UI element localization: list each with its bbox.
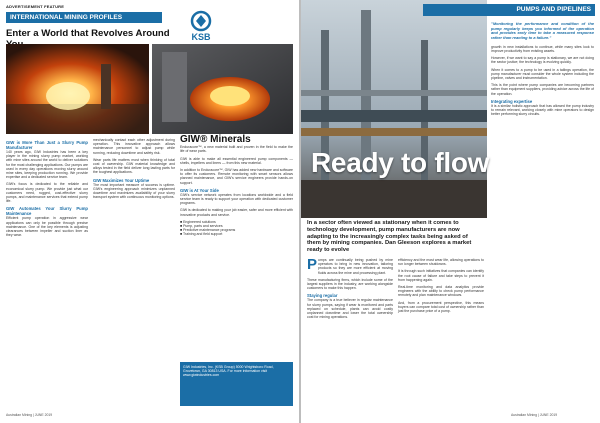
ksb-logo xyxy=(182,9,220,43)
column-heading: Integrating expertise xyxy=(491,98,533,104)
section-label: PUMPS AND PIPELINES xyxy=(423,4,595,16)
list-item: ■ Predictive maintenance programs xyxy=(180,228,236,233)
list-item: ■ Pump, parts and services xyxy=(180,224,223,229)
drop-cap: P xyxy=(307,256,318,273)
paragraph: efficiency and the most wear life, allowing operations to run longer between shutdowns. xyxy=(398,258,484,267)
paragraph: GIW's focus is dedicated to the reliable and economical slurry pump. We provide just what our customers need, rugged, cost-effective slurry pumps, and maintenance services that extend pump life. xyxy=(6,182,88,204)
column-heading: GIW is At Your Side xyxy=(180,187,219,193)
standfirst: In a sector often viewed as stationary when it comes to technology development, pump manufacturers are now adapting to the increasingly complex tasks being asked of them by mining companies. Dan Gleeson explores a market ready to evolve xyxy=(307,220,472,254)
paragraph: When it comes to a pump to be used in a tailings operation, the pump manufacturer must consider the whole system including the pipeline, valves and instrumentation. xyxy=(491,67,594,81)
paragraph: The most important measure of success is uptime. GIW's engineering approach minimizes unplanned downtime and maximizes availability of your slurry transport system with continuous monitoring options. xyxy=(93,182,175,200)
column-heading: GIW is More Than Just a Slurry Pump Manufacturer xyxy=(6,140,88,150)
left-column-3 xyxy=(180,134,293,237)
paragraph: In addition to Enduracore™, GIW has added new hardware and software to offer its customers. Remote monitoring with smart sensors allows planned maintenance, and GIW's service engineers provide hands-on support. xyxy=(180,168,293,185)
column-heading: Staying regular xyxy=(307,293,338,299)
column-heading: GIW Maximizes Your Uptime xyxy=(93,177,150,183)
list-item: ■ Engineered solutions xyxy=(180,219,216,224)
left-column-2 xyxy=(93,138,175,202)
paragraph: Efficient pump operation in aggressive wear applicatons can only be possible through precise maintenance. One of the key elements is adjusting clearances between impeller and suction liner as they wear. xyxy=(6,216,88,238)
page-title: Enter a World that Revolves Around xyxy=(6,28,170,39)
advertorial-tag: ADVERTISEMENT FEATURE xyxy=(6,4,65,9)
paragraph: Enduracore™, a new material built and proven in the field to make the life of wear parts. xyxy=(180,145,293,154)
casting-photo xyxy=(152,44,293,134)
right-column-1 xyxy=(307,258,393,322)
right-column-2 xyxy=(398,258,484,316)
paragraph: 140 years ago, GIW Industries has been a key player in the mining slurry pump market, working with mine sites around the world to deliver solutions for the most challenging applications. Our pumps are used in every day operations moving slurry around mine sites, keeping production running. We provide expertise and a dedicated service team. xyxy=(6,150,88,180)
paragraph: GIW is dedicated to making your job easier, safer and more efficient with innovative products and service. xyxy=(180,208,293,217)
pipeline-photo xyxy=(301,0,490,218)
paragraph: However, if we want to say a pump is stationary, we are not doing the sector justice; the technology is evolving quickly. xyxy=(491,56,594,65)
paragraph: The company is a true believer in regular maintenance for slurry pumps, saying if wear is monitored and parts replaced on schedule, plants can avoid costly unplanned downtime and lower the total ownership cost for mining operations. xyxy=(307,298,393,320)
paragraph: Pumps are continually being pushed by mine operators to bring in new innovation, tailoring products so they are more efficient at moving fluids across the mine and processing plant. xyxy=(307,256,393,275)
paragraph: GIW is able to make all essential engineered pump components — shells, impellers and liners — from this new material. xyxy=(180,156,293,165)
right-page xyxy=(301,0,600,423)
bullet-list xyxy=(180,220,293,237)
headline: Ready to flow xyxy=(311,147,490,178)
left-column-1 xyxy=(6,138,88,240)
paragraph: Real-time monitoring and data analytics provide engineers with the ability to check pump performance remotely and plan maintenance windows. xyxy=(398,285,484,298)
paragraph: GIW's service network operates from locations worldwide and a field service team is ready to support your operation with dedicated customer programs. xyxy=(180,192,293,206)
page-footer: Australian Mining | JUNE 2019 xyxy=(6,413,53,417)
paragraph: These manufacturing firms, which include some of the largest suppliers in the industry, are working alongside customers to make this happen. xyxy=(307,277,393,291)
paragraph: It is through such initiatives that companies can identify the root cause of failure and take steps to prevent it from happening again. xyxy=(398,269,484,282)
section-banner: INTERNATIONAL MINING PROFILES xyxy=(6,12,162,23)
right-column-3 xyxy=(491,22,594,119)
pull-quote: "Monitoring the performance and condition of the pump regularly keeps you informed of the operation and provides early time to take a measured response rather than reacting to a failure." xyxy=(491,21,594,41)
contact-info-box: GIW Industries, Inc. (KSB Group) 5000 Wrightsboro Road, Grovetown, GA 30813 USA. For more information visit www.giwindustries.com xyxy=(180,362,293,406)
giw-minerals-heading: GIW® Minerals xyxy=(180,134,251,145)
logo-text: KSB xyxy=(191,32,211,42)
paragraph: growth in new installations to continue, while many sites look to improve productivity from existing assets. xyxy=(491,44,594,54)
list-item: ■ Training and field support xyxy=(180,232,223,237)
column-heading: GIW Automates Your Slurry Pump Maintenance xyxy=(6,206,88,217)
paragraph: Wear parts life matters most when thinking of total cost of ownership. GIW material knowledge and alloys tested in the field deliver long lasting parts for the toughest applications. xyxy=(93,157,175,175)
paragraph: mechanically contact each other adjustment during operation. This innovative approach allows maintenance personnel to adjust pump while running, reducing downtime and safety risk. xyxy=(93,138,175,155)
page-footer: Australian Mining | JUNE 2019 xyxy=(511,413,558,417)
foundry-photo xyxy=(6,44,149,134)
left-page xyxy=(0,0,299,423)
paragraph: This is the point where pump companies are becoming partners rather than equipment suppliers, providing advice across the life of the operation. xyxy=(491,83,594,96)
paragraph: It is a similar holistic approach that has allowed the pump industry to remain relevant, working closely with mine operators to design better performing slurry circuits. xyxy=(491,103,594,117)
paragraph: And, from a procurement perspective, this means buyers can compare total cost of ownership rather than just the purchase price of a pump. xyxy=(398,300,484,314)
